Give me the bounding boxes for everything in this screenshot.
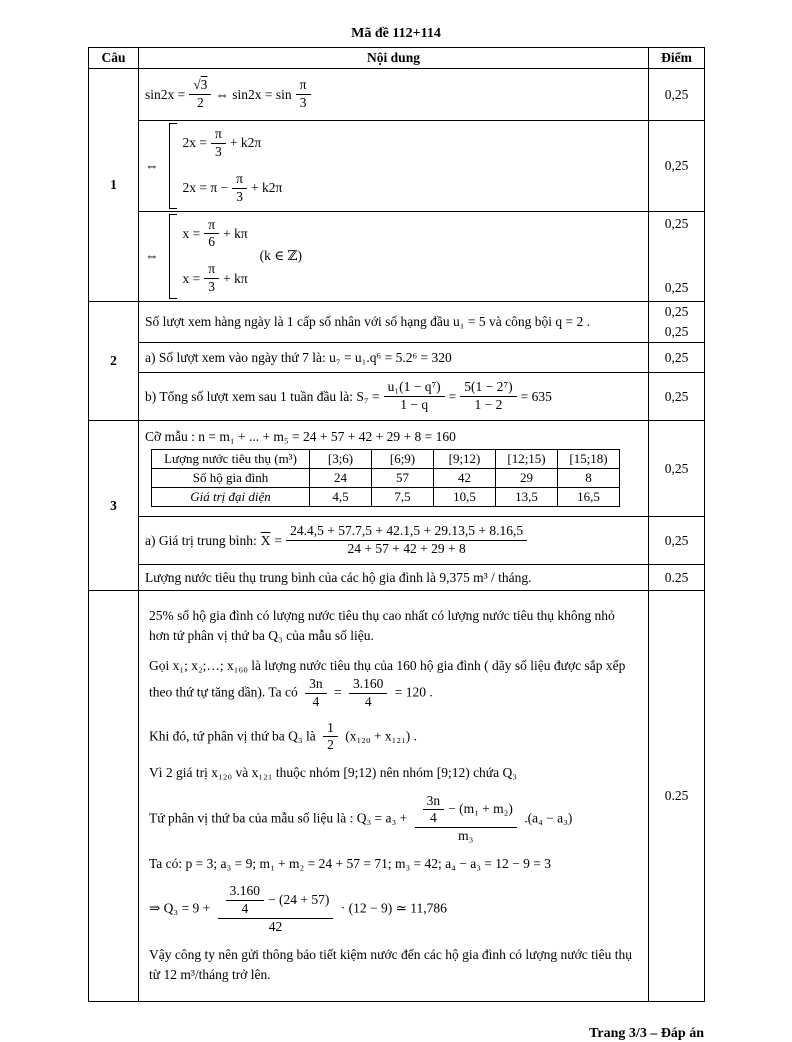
math-text: x = xyxy=(182,270,201,286)
header-cau: Câu xyxy=(89,48,139,69)
sqrt-arg: 3 xyxy=(200,77,208,93)
count-cell: 24 xyxy=(310,468,372,487)
table-row xyxy=(89,373,705,421)
freq-row-label: Giá trị đại diện xyxy=(152,487,310,506)
points-value: 0,25 xyxy=(664,280,689,296)
count-cell: 8 xyxy=(558,468,620,487)
math-text: − (24 + 57) xyxy=(268,892,330,908)
count-cell: 42 xyxy=(434,468,496,487)
q1-row3-content xyxy=(139,211,649,302)
case-line xyxy=(183,126,283,161)
fraction: $\frac{1}{2}$ xyxy=(323,720,338,755)
k-in-z-note: (k ∈ ℤ) xyxy=(259,248,302,264)
paragraph: Vậy công ty nên gửi thông báo tiết kiệm nước đến các hộ gia đình có lượng nước tiêu thụ từ 12 m³/tháng trở lên. xyxy=(149,947,632,983)
numerator: π xyxy=(299,77,307,93)
fraction: $\frac{\pi}{3}$ xyxy=(204,261,219,296)
fraction xyxy=(218,883,334,936)
equals-sign: = xyxy=(448,388,457,404)
q1-row2-points: 0,25 xyxy=(649,121,705,212)
q1-row1-content xyxy=(139,69,649,121)
case-line xyxy=(183,171,283,206)
math-text: b) Tổng số lượt xem sau 1 tuần đầu là: S₇ = xyxy=(145,388,380,404)
table-row xyxy=(152,487,620,506)
paragraph xyxy=(149,720,638,755)
sample-size-line: Cỡ mẫu : n = m₁ + ... + m₅ = 24 + 57 + 42 + 29 + 8 = 160 xyxy=(145,428,456,444)
q2-row3-points: 0,25 xyxy=(649,373,705,421)
math-text: + kπ xyxy=(223,270,248,286)
math-text: − (m₁ + m₂) xyxy=(448,801,513,817)
count-cell: 29 xyxy=(496,468,558,487)
midpoint-cell: 16,5 xyxy=(558,487,620,506)
table-row xyxy=(89,211,705,302)
midpoint-cell: 10,5 xyxy=(434,487,496,506)
case-line xyxy=(183,217,248,252)
sqrt-symbol: √ xyxy=(193,77,201,93)
q1-number-cell: 1 xyxy=(89,69,139,302)
q1-row1-points: 0,25 xyxy=(649,69,705,121)
paragraph: 25% số hộ gia đình có lượng nước tiêu thụ cao nhất có lượng nước tiêu thụ không nhỏ hơn tứ phân vị thứ ba Q₃ của mẫu số liệu. xyxy=(149,608,615,644)
x-bar: $\overline{X}$ xyxy=(260,532,271,548)
table-row xyxy=(89,517,705,565)
page-footer: Trang 3/3 – Đáp án xyxy=(589,1025,704,1041)
equals-sign: = xyxy=(334,684,342,700)
paragraph: Vì 2 giá trị x₁₂₀ và x₁₂₁ thuộc nhóm [9;12) nên nhóm [9;12) chứa Q₃ xyxy=(149,765,517,781)
q2-number-cell: 2 xyxy=(89,302,139,421)
q1-row2-content xyxy=(139,121,649,212)
frequency-table xyxy=(151,449,620,507)
fraction xyxy=(296,77,311,112)
paragraph: Ta có: p = 3; a₃ = 9; m₁ + m₂ = 24 + 57 = 71; m₃ = 42; a₄ − a₃ = 12 − 9 = 3 xyxy=(149,856,552,872)
page-title: Mã đề 112+114 xyxy=(351,26,441,41)
iff-symbol: ⇔ xyxy=(145,248,159,264)
iff-symbol: ⇔ xyxy=(145,157,159,173)
header-diem: Điểm xyxy=(649,48,705,69)
q2-row3-content xyxy=(139,373,649,421)
interval-cell: [6;9) xyxy=(372,449,434,468)
points-value: 0,25 xyxy=(664,216,689,232)
table-row xyxy=(89,565,705,591)
points-value: 0,25 xyxy=(664,324,689,339)
q2-row2-content: a) Số lượt xem vào ngày thứ 7 là: u₇ = u₁.q⁶ = 5.2⁶ = 320 xyxy=(139,343,649,373)
cases-bracket xyxy=(169,123,283,209)
math-text: = 635 xyxy=(520,388,552,404)
fraction: $\frac{3.160}{4}$ xyxy=(349,676,387,711)
denominator: m₃ xyxy=(415,827,517,845)
text: (x₁₂₀ + x₁₂₁) . xyxy=(345,727,418,743)
fraction: $\frac{\text{u₁(1 − q⁷)}}{1 - q}$ xyxy=(384,379,445,414)
q2-row1-points xyxy=(649,302,705,343)
q3-number-cell: 3 xyxy=(89,421,139,591)
table-header-row xyxy=(89,48,705,69)
text: Khi đó, tứ phân vị thứ ba Q₃ là xyxy=(149,727,316,743)
freq-row-label: Số hộ gia đình xyxy=(152,468,310,487)
fraction xyxy=(415,793,517,846)
fraction xyxy=(189,77,211,112)
q3-row1-points: 0,25 xyxy=(649,421,705,517)
q1-row3-points xyxy=(649,211,705,302)
points-value: 0,25 xyxy=(664,304,689,319)
fraction: $\frac{\pi}{3}$ xyxy=(232,171,247,206)
midpoint-cell: 13,5 xyxy=(496,487,558,506)
q3-row3-points: 0.25 xyxy=(649,565,705,591)
header-noidung: Nội dung xyxy=(139,48,649,69)
math-text: sin2x = xyxy=(145,86,186,102)
nested-fraction: $\frac{3.160}{4}$ xyxy=(226,883,264,918)
freq-header-label: Lượng nước tiêu thụ (m³) xyxy=(152,449,310,468)
fraction: $\frac{\pi}{6}$ xyxy=(204,217,219,252)
answer-table xyxy=(88,47,705,1002)
table-row xyxy=(89,421,705,517)
interval-cell: [15;18) xyxy=(558,449,620,468)
q2-row1-content: Số lượt xem hàng ngày là 1 cấp số nhân với số hạng đầu u₁ = 5 và công bội q = 2 . xyxy=(139,302,649,343)
denominator: 2 xyxy=(189,94,211,112)
table-row xyxy=(89,591,705,1002)
text: Tứ phân vị thứ ba của mẫu số liệu là : Q₃ = a₃ + xyxy=(149,809,408,825)
math-text: + k2π xyxy=(229,135,262,151)
q3-row2-content xyxy=(139,517,649,565)
q4-points: 0.25 xyxy=(649,591,705,1002)
text: Gọi x₁; x₂;…; x₁₆₀ là lượng nước tiêu thụ của 160 hộ gia đình ( dãy số liệu được sắp xếp theo thứ tự tăng dần). Ta có xyxy=(149,657,626,700)
midpoint-cell: 7,5 xyxy=(372,487,434,506)
fraction: $\frac{\text{5(1 − 2⁷)}}{1 - 2}$ xyxy=(460,379,516,414)
cases-bracket xyxy=(169,214,248,300)
equals-sign: = xyxy=(274,532,283,548)
case-line xyxy=(183,261,248,296)
interval-cell: [12;15) xyxy=(496,449,558,468)
interval-cell: [9;12) xyxy=(434,449,496,468)
q3-row2-points: 0,25 xyxy=(649,517,705,565)
midpoint-cell: 4,5 xyxy=(310,487,372,506)
math-text: 2x = xyxy=(182,135,207,151)
paragraph xyxy=(149,883,638,936)
math-text: a) Giá trị trung bình: xyxy=(145,532,257,548)
q2-row2-points: 0,25 xyxy=(649,343,705,373)
q3-row1-content xyxy=(139,421,649,517)
text: ⇒ Q₃ = 9 + xyxy=(149,900,211,916)
math-text: ⇔ sin2x = sin xyxy=(215,86,292,102)
q4-number-cell xyxy=(89,591,139,1002)
denominator: 42 xyxy=(218,918,334,936)
table-row xyxy=(89,69,705,121)
text: .(a₄ − a₃) xyxy=(524,809,573,825)
fraction: $\frac{3n}{4}$ xyxy=(305,676,327,711)
fraction: $\frac{\pi}{3}$ xyxy=(211,126,226,161)
paragraph xyxy=(149,793,638,846)
math-text: x = xyxy=(182,225,201,241)
denominator: 3 xyxy=(296,94,311,112)
table-row xyxy=(89,302,705,343)
fraction: $\frac{24.4,5 + 57.7,5 + 42.1,5 + 29.13,5 + 8.16,5}{24 + 57 + 42 + 29 + 8}$ xyxy=(286,523,527,558)
table-row xyxy=(152,449,620,468)
math-text: 2x = π − xyxy=(182,180,229,196)
math-text: + kπ xyxy=(223,225,248,241)
math-text: + k2π xyxy=(251,180,283,196)
table-row xyxy=(152,468,620,487)
table-row xyxy=(89,121,705,212)
table-row xyxy=(89,343,705,373)
interval-cell: [3;6) xyxy=(310,449,372,468)
text: · (12 − 9) ≃ 11,786 xyxy=(340,900,447,916)
paragraph xyxy=(149,656,638,711)
q3-row3-content: Lượng nước tiêu thụ trung bình của các hộ gia đình là 9,375 m³ / tháng. xyxy=(139,565,649,591)
count-cell: 57 xyxy=(372,468,434,487)
q4-content xyxy=(139,591,649,1002)
nested-fraction: $\frac{3n}{4}$ xyxy=(423,793,445,828)
text: = 120 . xyxy=(394,684,433,700)
